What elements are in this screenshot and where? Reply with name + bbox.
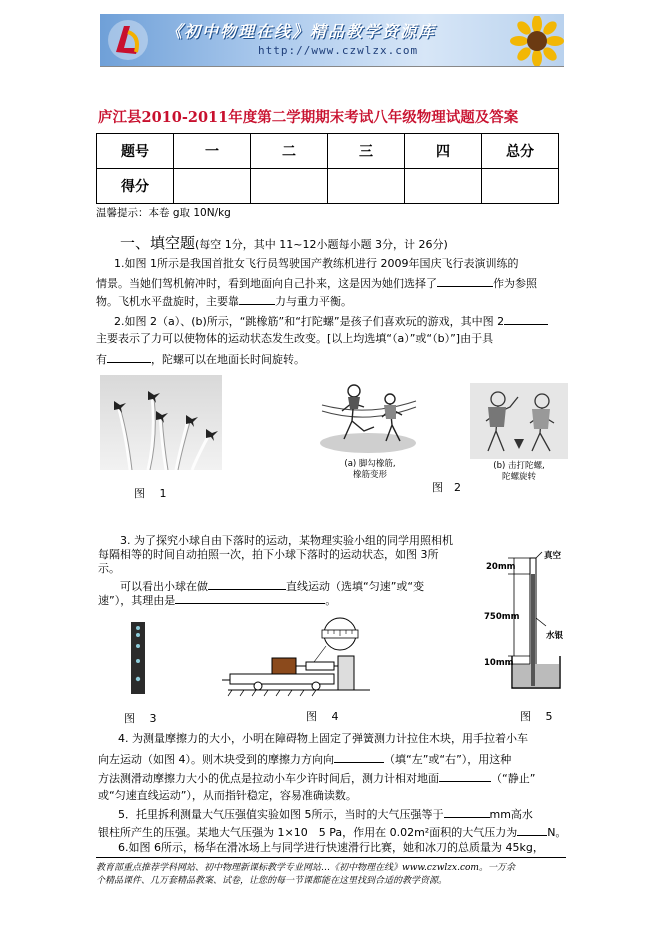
- q3-line-1: 3. 为了探究小球自由下落时的运动，某物理实验小组的同学用照相机: [120, 534, 453, 547]
- header-cell: 三: [328, 134, 405, 169]
- answer-blank[interactable]: [208, 578, 286, 590]
- q1-line-1: 1.如图 1所示是我国首批女飞行员驾驶国产教练机进行 2009年国庆飞行表演训练的: [114, 257, 519, 270]
- q4-line-3: [98, 770, 535, 786]
- score-cell: [174, 169, 251, 204]
- q1-line-2: [96, 275, 537, 291]
- header-cell: 二: [251, 134, 328, 169]
- score-table-score-row: [97, 169, 559, 204]
- answer-blank[interactable]: [517, 824, 547, 836]
- q4-text: （填“左”或“右”），用这种: [384, 753, 512, 766]
- section-note: (每空 1分，其中 11~12小题每小题 3分，计 26分): [195, 238, 448, 251]
- tip-text: 温馨提示：本卷 g取 10N/kg: [96, 207, 231, 219]
- figure-2b-caption: [470, 461, 568, 483]
- figure-3-label: 图 3: [124, 712, 157, 725]
- q4-text: 向左运动（如图 4）。则木块受到的摩擦力方向向: [98, 753, 334, 766]
- answer-blank[interactable]: [334, 751, 384, 763]
- document-title: 庐江县2010-2011年度第二学期期末考试八年级物理试题及答案: [98, 109, 519, 126]
- vacuum-label: 真空: [544, 551, 562, 561]
- answer-blank[interactable]: [437, 275, 493, 287]
- q5-text: mm高水: [489, 808, 533, 821]
- q4-line-2: [98, 751, 511, 767]
- caption-line: (a) 脚勾橡筋,: [344, 459, 396, 469]
- q5-line-1: [118, 806, 533, 822]
- section-heading: [120, 232, 448, 253]
- q3-line-5: [98, 592, 336, 608]
- banner-divider: [100, 66, 564, 67]
- q1-text: 物。飞机水平盘旋时，主要靠: [96, 295, 239, 308]
- section-title: 一、填空题: [120, 234, 196, 252]
- score-table-header-row: [97, 134, 559, 169]
- header-cell: 一: [174, 134, 251, 169]
- footer-divider: [96, 857, 566, 858]
- score-cell: [405, 169, 482, 204]
- q2-text: 2.如图 2（a）、(b)所示，“跳橡筋”和“打陀螺”是孩子们喜欢玩的游戏，其中图 2: [114, 315, 505, 328]
- answer-blank[interactable]: [439, 770, 491, 782]
- figure-2a-caption: [320, 459, 420, 481]
- answer-blank[interactable]: [175, 592, 325, 604]
- q6-line-1: 6.如图 6所示，杨华在滑冰场上与同学进行快速滑行比赛，她和冰刀的总质量为 45kg，: [118, 841, 544, 854]
- q2-line-2: 主要表示了力可以使物体的运动状态发生改变。[以上均选填“（a）”或“（b）”]由于具: [96, 332, 494, 345]
- q3-line-3: 示。: [98, 562, 120, 575]
- row-label-cell: 得分: [97, 169, 174, 204]
- score-cell: [251, 169, 328, 204]
- footer: [96, 862, 566, 888]
- dimension-750mm: 750mm: [484, 612, 520, 622]
- figure-2a-rubber-band-illustration: [318, 377, 420, 455]
- caption-line: 橡筋变形: [352, 470, 387, 480]
- figure-4-friction-apparatus: [222, 616, 372, 698]
- banner-url[interactable]: http://www.czwlzx.com: [258, 44, 419, 57]
- q5-text: N。: [547, 826, 567, 839]
- footer-line-2: 个精品课件、几万套精品教案、试卷，让您的每一节课都能在这里找到合适的教学资源。: [96, 876, 448, 886]
- q3-text: 可以看出小球在做: [120, 580, 208, 593]
- figure-1-aircraft-photo: [100, 375, 222, 470]
- site-banner: [100, 14, 564, 66]
- q4-text: 方法测滑动摩擦力大小的优点是拉动小车少许时间后，测力计相对地面: [98, 772, 439, 785]
- dimension-20mm: 20mm: [486, 562, 516, 572]
- score-cell: [328, 169, 405, 204]
- q4-line-1: 4. 为测量摩擦力的大小，小明在障碍物上固定了弹簧测力计拉住木块，用手拉着小车: [118, 732, 528, 745]
- q5-text: 5．托里拆利测量大气压强值实验如图 5所示，当时的大气压强等于: [118, 808, 444, 821]
- q3-text: 速”），其理由是: [98, 594, 176, 607]
- q4-text: （“静止”: [491, 772, 536, 785]
- caption-line: 陀螺旋转: [501, 472, 536, 482]
- q1-text: 力与重力平衡。: [275, 295, 352, 308]
- q5-text: 银柱所产生的压强。某地大气压强为 1×10 5 Pa，作用在 0.02m²面积的大气压力为: [98, 826, 518, 839]
- mercury-label: 水银: [546, 631, 564, 641]
- q3-text: 。: [325, 594, 337, 607]
- dimension-10mm: 10mm: [484, 658, 514, 668]
- score-cell: [482, 169, 559, 204]
- sunflower-icon: [510, 16, 564, 66]
- footer-line-1: 教育部重点推荐学科网站、初中物理新课标教学专业网站…《初中物理在线》www.czwlzx.com。一万余: [96, 863, 515, 873]
- header-cell: 四: [405, 134, 482, 169]
- q3-text: 直线运动（选填“匀速”或“变: [286, 580, 425, 593]
- header-cell: 总分: [482, 134, 559, 169]
- q2-line-3: [96, 351, 305, 367]
- q1-text: 情景。当她们驾机俯冲时，看到地面向自己扑来，这是因为她们选择了: [96, 277, 437, 290]
- answer-blank[interactable]: [504, 313, 548, 325]
- caption-line: (b) 击打陀螺,: [493, 461, 545, 471]
- figure-2-label: 图 2: [432, 481, 461, 494]
- q2-text: ，陀螺可以在地面长时间旋转。: [151, 353, 305, 366]
- score-table: [96, 133, 559, 204]
- site-logo-icon: [106, 18, 150, 62]
- q5-line-2: [98, 824, 566, 840]
- answer-blank[interactable]: [444, 806, 490, 818]
- q4-line-4: 或“匀速直线运动”），从而指针稳定，容易准确读数。: [98, 789, 357, 802]
- figure-3-falling-ball-photo: [131, 622, 145, 694]
- figure-1-label: 图 1: [134, 487, 167, 500]
- q2-text: 有: [96, 353, 107, 366]
- q2-line-1: [114, 313, 548, 329]
- answer-blank[interactable]: [239, 293, 275, 305]
- q1-line-3: [96, 293, 352, 309]
- banner-title: 《初中物理在线》精品教学资源库: [166, 22, 437, 41]
- q3-line-2: 每隔相等的时间自动拍照一次，拍下小球下落时的运动状态，如图 3所: [98, 548, 439, 561]
- figure-5-label: 图 5: [520, 710, 553, 723]
- answer-blank[interactable]: [107, 351, 151, 363]
- header-cell: 题号: [97, 134, 174, 169]
- figure-4-label: 图 4: [306, 710, 339, 723]
- q1-text: 作为参照: [493, 277, 537, 290]
- figure-2b-spinning-top-illustration: [470, 383, 568, 459]
